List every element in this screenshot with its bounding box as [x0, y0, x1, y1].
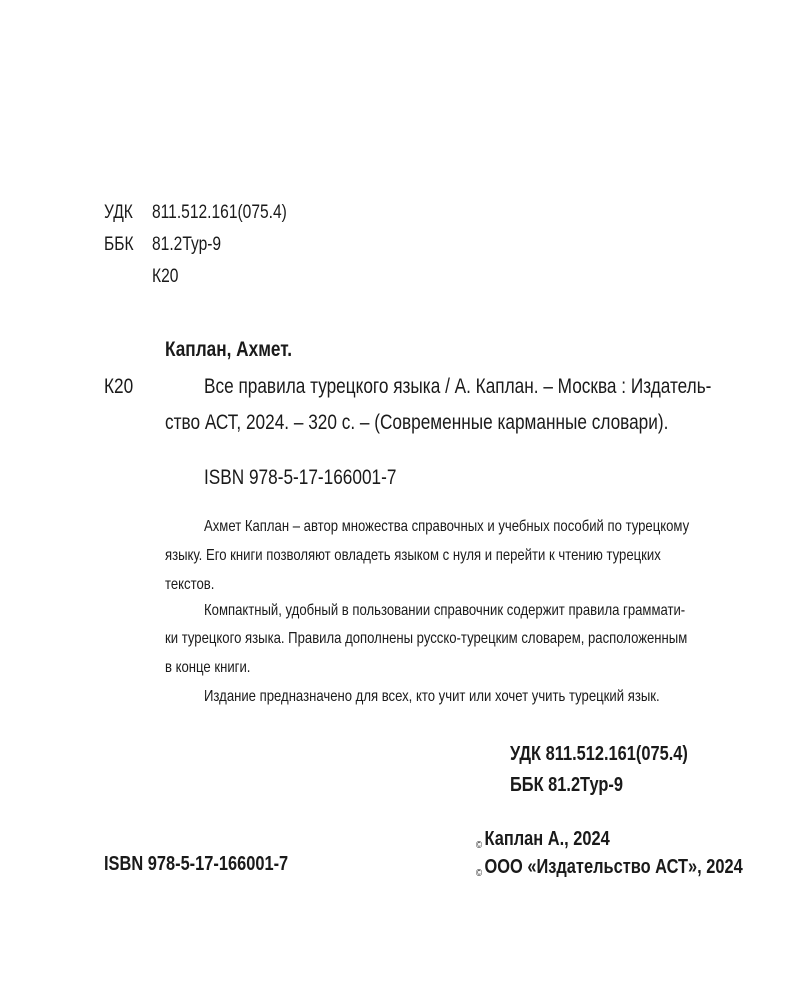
udk-value: 811.512.161(075.4)	[152, 202, 287, 223]
bottom-udk: УДК 811.512.161(075.4)	[510, 743, 688, 765]
bbk-label: ББК	[104, 234, 134, 255]
copyright-icon: ©	[476, 868, 483, 879]
annotation-line: Компактный, удобный в пользовании справочник содержит правила граммати-	[204, 602, 686, 619]
copyright-author: © Каплан А., 2024	[476, 826, 639, 856]
entry-title-line-2: ство АСТ, 2024. – 320 с. – (Современные карманные словари).	[165, 411, 669, 434]
entry-author: Каплан, Ахмет.	[165, 338, 292, 361]
author-mark: К20	[152, 266, 179, 287]
bbk-value: 81.2Тур-9	[152, 234, 222, 255]
annotation-line: языку. Его книги позволяют овладеть языком с нуля и перейти к чтению турецких	[165, 547, 661, 564]
annotation-line: Ахмет Каплан – автор множества справочных и учебных пособий по турецкому	[204, 518, 690, 535]
entry-code: К20	[104, 375, 134, 398]
entry-isbn: ISBN 978-5-17-166001-7	[204, 466, 397, 489]
bottom-isbn: ISBN 978-5-17-166001-7	[104, 853, 289, 875]
annotation-line: в конце книги.	[165, 659, 251, 676]
annotation-line: ки турецкого языка. Правила дополнены русско-турецким словарем, расположенным	[165, 630, 688, 647]
entry-title-line-1: Все правила турецкого языка / А. Каплан. – Москва : Издатель-	[204, 375, 712, 398]
annotation-line: текстов.	[165, 576, 215, 593]
bottom-bbk: ББК 81.2Тур-9	[510, 774, 623, 796]
annotation-line: Издание предназначено для всех, кто учит или хочет учить турецкий язык.	[204, 688, 660, 705]
copyright-icon: ©	[476, 840, 483, 851]
udk-label: УДК	[104, 202, 133, 223]
copyright-publisher: © ООО «Издательство АСТ», 2024	[476, 854, 800, 884]
